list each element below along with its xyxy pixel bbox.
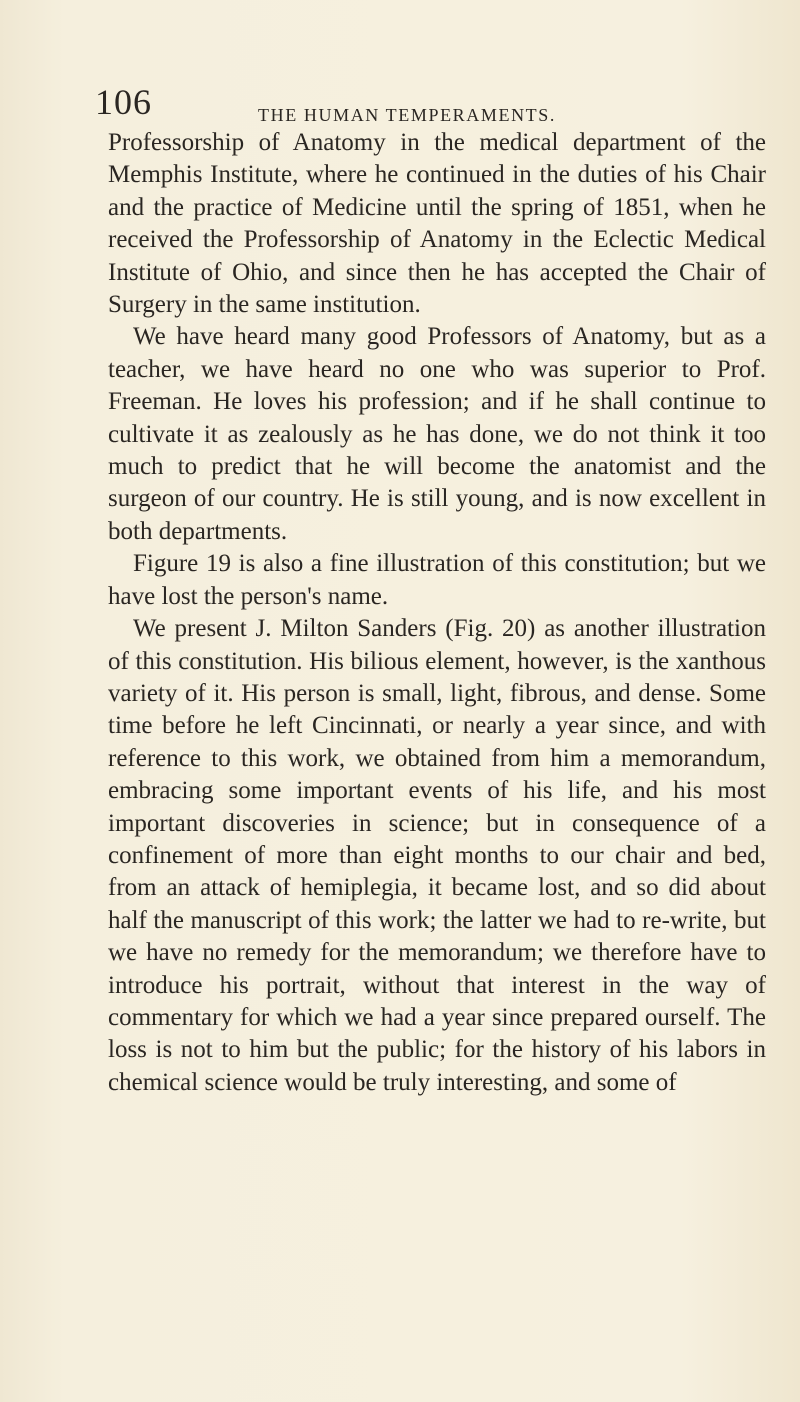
paragraph-figure-19: Figure 19 is also a fine illustration of this constitution; but we have lost the person's name.	[108, 550, 766, 610]
page-number: 106	[95, 82, 152, 122]
running-title: THE HUMAN TEMPERAMENTS.	[258, 105, 556, 125]
paragraph-prof-freeman: We have heard many good Professors of Anatomy, but as a teacher, we have heard no one who was superior to Prof. Freeman. He loves his profession; and if he shall continue to cultivate it as zealously as he has done, we do not think it too much to predict that he will become the anatomist and the surgeon of our country. He is still young, and is now excellent in both departments.	[108, 323, 766, 545]
page-header	[0, 82, 800, 132]
body-text	[108, 127, 766, 1099]
paragraph-milton-sanders: We present J. Milton Sanders (Fig. 20) as another illustration of this constitution. His bilious element, however, is the xanthous variety of it. His person is small, light, fibrous, and dense. Some time before he left Cincinnati, or nearly a year since, and with reference to this work, we obtained from him a memorandum, embracing some important events of his life, and his most important discoveries in science; but in consequence of a confinement of more than eight months to our chair and bed, from an attack of hemiplegia, it became lost, and so did about half the manuscript of this work; the latter we had to re-write, but we have no remedy for the memorandum; we therefore have to introduce his portrait, without that interest in the way of commentary for which we had a year since prepared ourself. The loss is not to him but the public; for the history of his labors in chemical science would be truly interesting, and some of	[108, 615, 766, 1096]
paragraph-continued: Professorship of Anatomy in the medical department of the Memphis Institute, where he continued in the duties of his Chair and the practice of Medicine until the spring of 1851, when he received the Professorship of Anatomy in the Eclectic Medical Institute of Ohio, and since then he has accepted the Chair of Surgery in the same institution.	[108, 129, 766, 319]
